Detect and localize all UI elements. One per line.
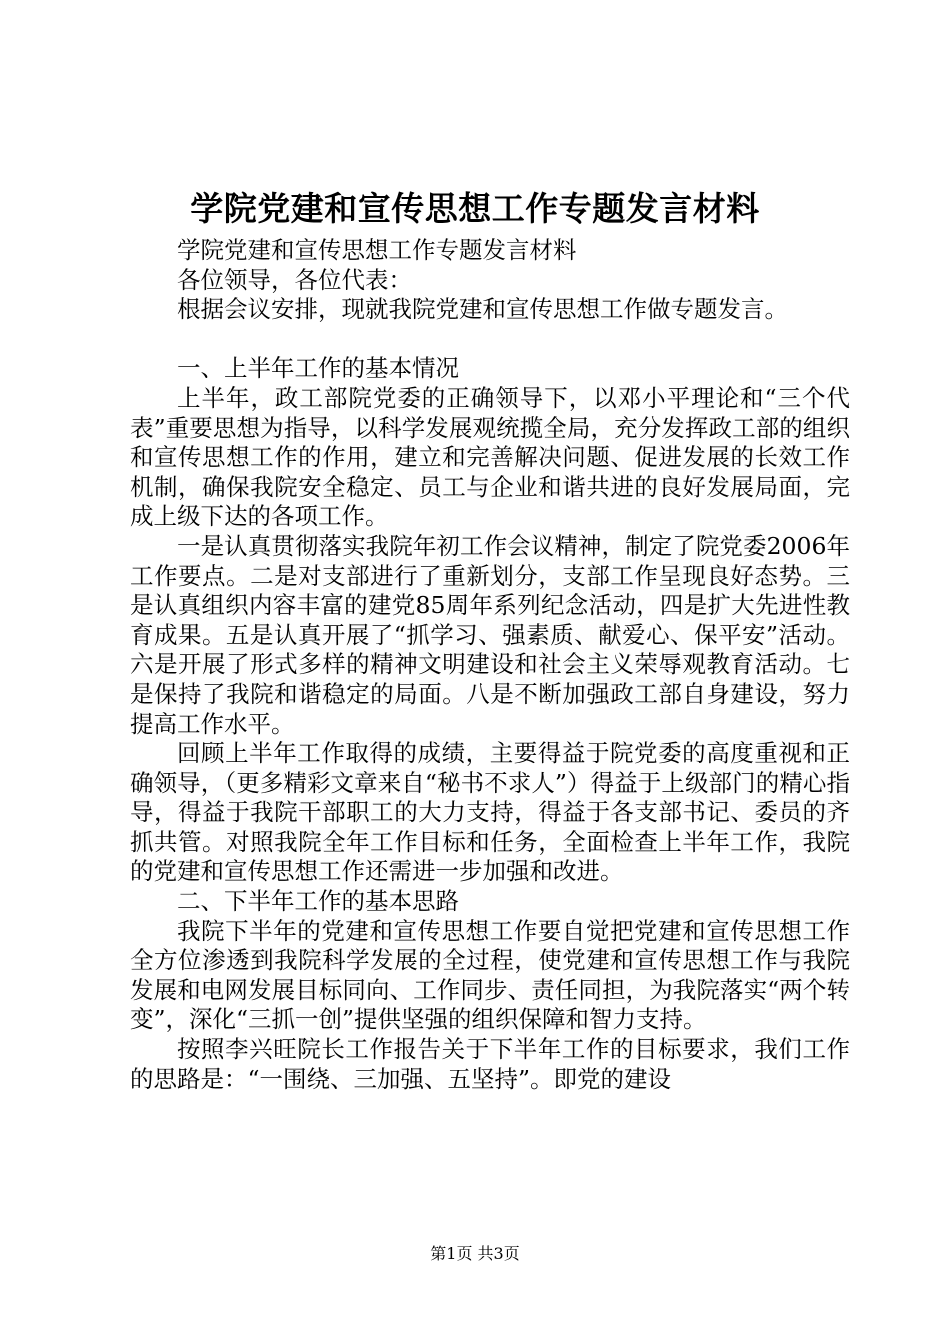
paragraph: 按照李兴旺院长工作报告关于下半年工作的目标要求，我们工作的思路是：“一围绕、三加强、五坚持”。即党的建设 [130, 1035, 850, 1093]
document-title: 学院党建和宣传思想工作专题发言材料 [190, 189, 760, 228]
document-body [130, 236, 850, 1094]
paragraph: 上半年，政工部院党委的正确领导下，以邓小平理论和“三个代表”重要思想为指导，以科学发展观统揽全局，充分发挥政工部的组织和宣传思想工作的作用，建立和完善解决问题、促进发展的长效工作机制，确保我院安全稳定、员工与企业和谐共进的良好发展局面，完成上级下达的各项工作。 [130, 383, 850, 531]
paragraph-intro: 根据会议安排，现就我院党建和宣传思想工作做专题发言。 [177, 295, 788, 324]
paragraph-subtitle: 学院党建和宣传思想工作专题发言材料 [177, 236, 577, 264]
section-heading-1: 一、上半年工作的基本情况 [177, 354, 459, 383]
paragraph: 我院下半年的党建和宣传思想工作要自觉把党建和宣传思想工作全方位渗透到我院科学发展的全过程，使党建和宣传思想工作与我院发展和电网发展目标同向、工作同步、责任同担，为我院落实“两个转变”，深化“三抓一创”提供坚强的组织保障和智力支持。 [130, 916, 850, 1034]
paragraph: 一是认真贯彻落实我院年初工作会议精神，制定了院党委2006年工作要点。二是对支部进行了重新划分，支部工作呈现良好态势。三是认真组织内容丰富的建党85周年系列纪念活动，四是扩大先进性教育成果。五是认真开展了“抓学习、强素质、献爱心、保平安”活动。六是开展了形式多样的精神文明建设和社会主义荣辱观教育活动。七是保持了我院和谐稳定的局面。八是不断加强政工部自身建设，努力提高工作水平。 [130, 531, 850, 738]
paragraph: 回顾上半年工作取得的成绩，主要得益于院党委的高度重视和正确领导，（更多精彩文章来自“秘书不求人”）得益于上级部门的精心指导，得益于我院干部职工的大力支持，得益于各支部书记、委员的齐抓共管。对照我院全年工作目标和任务，全面检查上半年工作，我院的党建和宣传思想工作还需进一步加强和改进。 [130, 739, 850, 886]
section-heading-2: 二、下半年工作的基本思路 [177, 887, 459, 916]
paragraph-salutation: 各位领导，各位代表： [177, 265, 412, 294]
page-footer: 第1页 共3页 [430, 1244, 520, 1263]
